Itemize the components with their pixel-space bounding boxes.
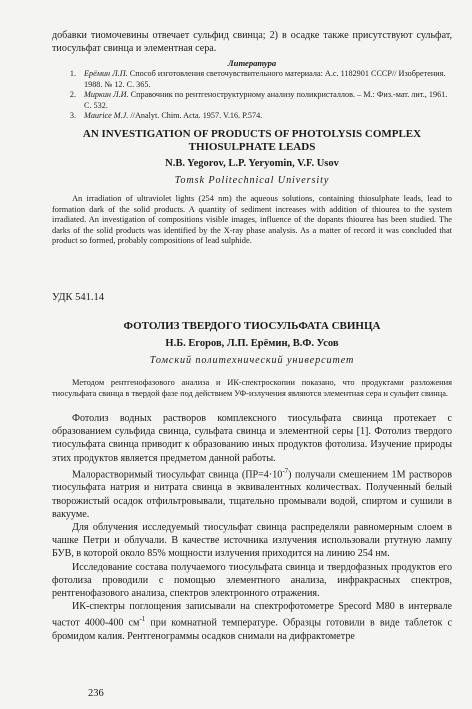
superscript: -1 (139, 615, 146, 624)
reference-text: //Analyt. Chim. Acta. 1957. V.16. P.574. (128, 111, 263, 121)
page-number: 236 (88, 688, 104, 699)
english-authors: N.B. Yegorov, L.P. Yeryomin, V.F. Usov (165, 158, 339, 169)
udc-code: УДК 541.14 (52, 292, 105, 303)
superscript: -7 (282, 466, 289, 475)
article-body (52, 412, 452, 643)
intro-paragraph: добавки тиомочевины отвечает сульфид свинца; 2) в осадке также присутствуют сульфат, тиосульфат свинца и элементная сера. (52, 30, 452, 55)
reference-text: Способ изготовления светочувствительного материала: А.с. 1182901 СССР// Изобретения. 1988. № 12. С. 365. (84, 69, 446, 89)
references-list (62, 69, 452, 122)
body-paragraph: Исследование состава получаемого тиосульфата свинца и твердофазных продуктов его фотолиза проводили с помощью элементного анализа, инфракрасных спектров, рентгенофазового анализа, спектров электронного отражения. (52, 561, 452, 599)
body-text-run: ИК-спектры поглощения записывали на спектрофотометре Specord M80 в интервале частот 4000-400 см (52, 601, 452, 629)
body-paragraph (52, 465, 452, 521)
body-paragraph (52, 600, 452, 643)
body-text-run: при комнатной температуре. Образцы готовили в виде таблеток с бромидом калия. Рентгенограммы осадков снимали на дифрактометре (52, 617, 452, 642)
russian-title: ФОТОЛИЗ ТВЕРДОГО ТИОСУЛЬФАТА СВИНЦА (123, 320, 381, 332)
body-text-run: ) получали смешением 1М растворов тиосульфата натрия и нитрата свинца в эквивалентных количествах. Полученный белый творожистый осадок отфильтровывали, тщательно промывали водой, спиртом и сушили в вакууме. (52, 469, 452, 520)
reference-number: 3. (69, 111, 76, 121)
reference-text: Справочник по рентгеноструктурному анализу поликристаллов. – М.: Физ.-мат. лит., 1961. С. 532. (84, 90, 448, 110)
body-text-run: Малорастворимый тиосульфат свинца (ПР=4·10 (72, 469, 283, 481)
english-title: AN INVESTIGATION OF PRODUCTS OF PHOTOLYSIS COMPLEX THIOSULPHATE LEADS (82, 128, 422, 153)
reference-author: Миркин Л.И. (84, 90, 129, 100)
russian-abstract: Методом рентгенофазового анализа и ИК-спектроскопии показано, что продуктами разложения тиосульфата свинца в твердой фазе под действием УФ-излучения являются элементная сера и сульфит свинца. (52, 378, 452, 398)
body-paragraph: Для облучения исследуемый тиосульфат свинца распределяли равномерным слоем в чашке Петри и облучали. В качестве источника излучения использовали ртутную лампу БУВ, в которой около 85% мощности излучения приходится на линию 254 нм. (52, 521, 452, 560)
reference-item (62, 111, 452, 122)
reference-number: 2. (69, 90, 76, 100)
english-abstract: An irradiation of ultraviolet lights (254 nm) the aqueous solutions, containing thiosulphate leads, lead to formation dark of the solid products. A quantity of sediment increases with addition of thiourea to the system irradiated. An investigation of compositions visible images, influence of the dopants thiourea has been studied. The darks of the solid products was identified by the X-ray phase analysis. As a matter of record it was concluded that product so formed, probably compositions of lead sulphide. (52, 194, 452, 246)
reference-author: Maurice M.J. (84, 111, 129, 121)
reference-number: 1. (69, 69, 76, 78)
reference-item (62, 69, 452, 90)
russian-authors: Н.Б. Егоров, Л.П. Ерёмин, В.Ф. Усов (165, 338, 339, 349)
russian-affiliation: Томский политехнический университет (149, 355, 355, 366)
english-affiliation: Tomsk Politechnical University (174, 175, 330, 186)
references-heading: Литература (227, 58, 277, 68)
body-paragraph: Фотолиз водных растворов комплексного тиосульфата свинца протекает с образованием сульфида свинца, сульфата свинца и элементной серы [1]. Фотолиз твердого тиосульфата свинца приводит к образованию иных продуктов фотолиза. Изучение природы этих продуктов является предметом данной работы. (52, 413, 452, 464)
reference-item (62, 90, 452, 111)
reference-author: Ерёмин Л.П. (84, 69, 128, 78)
